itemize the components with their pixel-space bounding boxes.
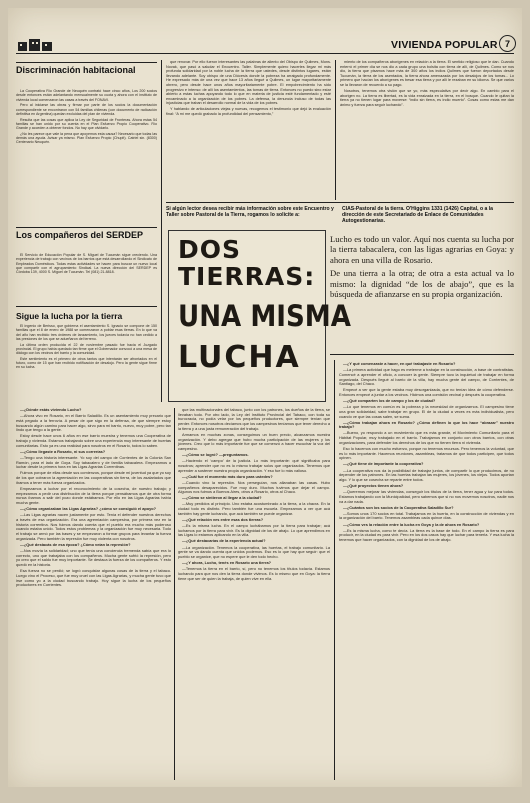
interview-divider bbox=[330, 354, 514, 355]
art3-paragraph: Este sentimiento es el primero de otros tantos que intentarán ser afrontados en el futuro, como de 15 que han recibido notificación de desalojo. Pero la gente sigue firme en su lucha. bbox=[16, 356, 157, 370]
interview-paragraph: —¿Cómo organizaban las Ligas Agrarias? ¿cómo se consiguió el apoyo? bbox=[20, 506, 157, 512]
feature-title-line: LUCHA bbox=[178, 340, 301, 375]
interview-paragraph: que las multinacionales del tabaco, junto con los patrones, los dueños de la tierra, se llevaban todo. Por otro lado, la Ley del Instituto Provincial del Tabaco, con toda su burocracia, no podía velar por los pequeños productores, que siempre tenían que perder. Entonces nosotros decíamos que los campesinos teníamos que tener derecho a la tierra y a una justa remuneración del trabajo. bbox=[178, 407, 330, 431]
interview-paragraph: —¿Qué relación ves entre esas dos tierras? bbox=[182, 516, 264, 522]
col-left-rule-3 bbox=[16, 306, 157, 307]
col-left-top-rule bbox=[16, 62, 157, 63]
interview-paragraph: —Muy perdidos al principio. Uno estaba acostumbrado a la tierra, a la chacra. En la ciudad todo es distinto. Pero también fue una escuela. Empezamos a ver que acá también hay gente luchando, que acá también se puede organizar. bbox=[178, 501, 330, 516]
interview-paragraph: Empezamos a luchar por el reconocimiento de la cosecha, de nuestro trabajo; y empezamos a pedir una distribución de la tierra porque pensábamos que de otra forma nunca íbamos a salir del pozo donde estábamos. Por ello en las Ligas Agrarias había mucha gente. bbox=[16, 485, 171, 505]
interview-paragraph: —¿Qué proyectos tienen ahora? bbox=[343, 483, 404, 489]
interview-paragraph: —¿Cómo trabajan ahora en Rosario? ¿Cómo definen lo que los hace “abrazar” nuestro trabajo? bbox=[339, 419, 514, 430]
feature-title-line: DOS bbox=[178, 235, 242, 264]
interview-paragraph: —Cuando vino la represión. Nos perseguían, nos allanaban las casas. Hubo compañeros desaparecidos. Fue muy duro. Muchos tuvimos que dejar el campo. Algunos nos fuimos a Buenos Aires, otros a Rosario, otros al Chaco. bbox=[178, 479, 330, 495]
art1-paragraph: La Cooperativa Río Grande de Neuquén contrató hace cinco años, Los 200 socios desde entonces están adelantando mensualmente su cuota y ahora con el instituto de vivienda local comenzaron las casas a través del FONAVI. bbox=[16, 89, 157, 102]
art2-body bbox=[16, 253, 157, 276]
art2-title: Los compañeros del SERDEP bbox=[16, 230, 144, 240]
interview-paragraph: —La cooperativa nos da la posibilidad de trabajar juntos, de compartir lo que producimos, de no depender de los patrones. En las huertas trabajan las mujeres, los jóvenes, los viejos. Todos aportan algo. Y lo que se cosecha se reparte entre todos. bbox=[339, 467, 514, 482]
buildings-logo-icon bbox=[18, 37, 52, 51]
art1-paragraph: Resulta que las cosas que aplica la Ley de Seguridad de Fronteras. Ahora estas 54 familias se han unido por su cuenta en el Plan Esfuerzo Propio Cooperativo. Río Grande y acceden a obtener fondos. No hay que olvidarlo. bbox=[16, 117, 157, 131]
interview-paragraph: —Es la misma lucha. En el campo luchábamos por la tierra para trabajar; acá luchamos por la tierra para vivir. Es la dignidad de los de abajo. Lo que aprendimos en las Ligas lo estamos aplicando en la villa. bbox=[178, 522, 330, 538]
interview-paragraph: —¿Cómo ves la relación entre la lucha en Goya y la de ahora en Rosario? bbox=[343, 521, 480, 527]
mid-top-paragraph: que renovar. Por ello fueron interesantes las palabras de aliento del Obispo de Quilmes, Mons. Novak, que pasó a saludar el Encuentro. Taller. Simplemente quiero hacerles llegar mi más profunda solidaridad por la noble lucha de la tierra que ustedes, desde distintos lugares, están llevando adelante. Soy obispo de una Diócesis donde la pobreza ha arraigado profundamente. He expresado más de una vez que hace 13 años llegué a Quilmes, un lugar mayoritariamente obrero, pero desde hace unos años mayoritariamente pobre. El empobrecimiento ha sido progresivo e intenso: de allí los asentamientos, las tomas de tierra. Entonces no puedo sino estar abierto a estas luchas apoyando todo lo que en materia de justicia esté fundamentado y esté encaminado a la organización de los pobres. La defensa, la denuncia incluso de todas las injusticias que traban el desarrollo normal de la vida de los pobres. bbox=[166, 60, 331, 106]
interview-paragraph: —Tenemos la tierra en el barrio, sí, pero no tenemos los títulos todavía. Estamos luchando para que nos den la tierra donde vivimos. Es lo mismo que en Goya: la tierra tiene que ser de quien la trabaja, de quien vive en ella. bbox=[178, 566, 330, 581]
col-left-rule-2 bbox=[16, 227, 157, 228]
interview-paragraph: —Nos movía la solidaridad; uno que tenía una conciencia tremenda sabía que era lo correcto, uno que trabajaba con los compañeros. Mucha gente sufrió la represión, pero yo creo que el saldo fue muy importante. Se destaca la fuerza de los compañeros. Y esto quedó en la historia. bbox=[16, 547, 171, 567]
art3-paragraph: La última orden producida el 22 de noviembre pasado fue hacia el Juzgado provincial. El grupo había quedado tan firme que el Gobernador convocó a una mesa de diálogo con los vecinos del barrio y la comunidad. bbox=[16, 342, 157, 356]
mid-top-paragraph: Y hablando de articulaciones viejas y nuevas, recogemos el testimonio que dejó la evaluación final: “A mí me quedó grabado la profundidad del pensamiento,” bbox=[166, 107, 331, 116]
art1-title: Discriminación habitacional bbox=[16, 65, 136, 75]
interview-paragraph: —¿Y ahora, Lucho, tenés en Rosario una tierra? bbox=[182, 560, 272, 566]
interview-paragraph: —La organización. Tenemos la cooperativa, las huertas, el trabajo comunitario. La gente se va dando cuenta que unidos podemos. Eso es lo que hay que seguir: que el pueblo se organice, que no espere que le den todo hecho. bbox=[178, 544, 330, 559]
header-rule bbox=[16, 53, 514, 54]
interview-paragraph: —Ahora vivo en Rosario, en el Barrio Saladillo. Es un asentamiento muy precario que está pegado a la ferrovía. A pesar de que sigo en la defensa, de que siempre estoy buscando algún camino para hacer algo, sirvo para mi barrio, nuevo, muy pobre, pero tan lindo que tengo a la gente. bbox=[16, 413, 171, 433]
interview-paragraph: Estoy desde hace unos 6 años en ese barrio muestra y tenemos una Cooperativa de trabajo y vivienda. Estamos trabajando sobre una experiencia muy interesante de huertas comunitarias. Esto ya es una realidad para nosotros en el Rosario, todos lo saben. bbox=[16, 433, 171, 448]
interview-paragraph: —Las Ligas agrarias nacen justamente por esto. Tenía el defender nuestros derechos a través de esa organización. Era una agremiación campesina, por primera vez en la historia correntina. Nos fuimos dando cuenta que el pueblo era mucho más poderoso cuando estaba unido. Todos estos problemas y la organización fue muy necesaria. Todo el trabajo se armó por las bases y se empezaron a formar grupos para levantar la fuerza organizada. Pero también la represión fue muy violenta con nosotros. bbox=[16, 512, 171, 541]
interview-col-mid bbox=[178, 408, 330, 583]
interview-paragraph: —¿Dónde estás viviendo Lucho? bbox=[20, 407, 82, 412]
feature-intro-paragraph: De una tierra a la otra; de otra a esta actual va lo mismo: la dignidad “de los de abajo”, que es la búsqueda de afianzarse en su propia organización. bbox=[330, 268, 514, 300]
feature-title-line: TIERRAS: bbox=[178, 262, 316, 291]
art3-paragraph: El ingenio de Berisso, que gobierna el asentamiento S. Ignacio se compone de 150 familias que el 8 de enero de 1988 se comenzaron a poblar esas tierras. En lo que va del año han recibido tres órdenes de lanzamiento, los jueces todavía no han cedido a las presiones de los que se adueñaron del terreno. bbox=[16, 324, 157, 341]
column-divider bbox=[334, 360, 335, 780]
interview-paragraph: —¿Qué tiene de importante la cooperativa? bbox=[343, 461, 424, 467]
interview-col-left bbox=[16, 408, 171, 589]
interview-paragraph: —¿Cómo se sintieron al llegar a la ciudad? bbox=[182, 495, 262, 501]
art1-paragraph: ¿No les parece que vale la pena que apoyemos esta causa? Necesario que todas las demás una ayuda. Avisar ya mismo. Plan Esfuerzo Propio (Chupit). Catriel sin. (8300) Centenario Neuquén. bbox=[16, 131, 157, 145]
interview-paragraph: —La primera actividad que hago es meterme a trabajar en la construcción, a base de contratistas. Comencé a aprender el oficio, a conocer la gente. Siempre tuvo la inquietud de trabajar en forma organizada. Después llegué al barrio de la villa, hay mucha gente del campo, de Corrientes, de Santiago, del Chaco. bbox=[339, 367, 514, 387]
right-top-paragraph: Nosotros, tenemos otra visión que se yo, más especulativa por decir algo. En cambio para el aborigen no. La tierra es libertad, es la vida enraizada en la tierra, en el bosque. Cuando le quitan la tierra ya no tienen lugar para moverse: “indio sin tierra, es indio muerto”. Cosas como estas me dan ánimo y fuerza para seguir luchando”. bbox=[340, 88, 514, 107]
feature-title-line: UNA MISMA bbox=[178, 299, 351, 333]
newspaper-page bbox=[8, 8, 522, 787]
interview-paragraph: —Lo que tenemos en común es la pobreza y la necesidad de organizarnos. El campesino tiene una gran solidaridad, sabe trabajar en grupo. El de la ciudad a veces es más individualista, pero cuando ve que las cosas salen, se suma. bbox=[339, 404, 514, 419]
feature-intro bbox=[330, 234, 514, 299]
header-logo bbox=[18, 37, 52, 51]
interview-paragraph: Fuimos porque de ellas desde sus comienzos, porque desde mi juventud ya que yo soy de los que cobraron la agremiación en las cooperativas sin tierra, de los asalariados que íbamos a tener más fuerza organizados. bbox=[16, 470, 171, 485]
interview-col-right bbox=[339, 362, 514, 544]
interview-paragraph: Esa fuerza no se perdió; se logró conquistar algunas cosas de la tierra y el tabaco. Luego vino el Proceso, que fue muy cruel con las Ligas Agrarias, y mucha gente tuvo que irse como yo a la ciudad buscando trabajo. Hoy sigue la lucha de los pequeños productores en Corrientes. bbox=[16, 568, 171, 588]
notice-right: CIAS-Pastoral de la tierra. O'Higgins 1331 (1426) Capital, o a la dirección de este Secretariado de Enlace de Comunidades Autogestionarias. bbox=[342, 206, 493, 225]
interview-paragraph: —¿Qué destacás de esa época? ¿Cómo veían la represión? bbox=[20, 541, 131, 547]
column-divider bbox=[161, 60, 162, 402]
feature-intro-paragraph: Lucho es todo un valor. Aquí nos cuenta su lucha por la tierra tabacalera, con las ligas agrarias en Goya: y ahora en una villa de Rosario. bbox=[330, 234, 514, 265]
notice-left: Si algún lector desea recibir más información sobre este Encuentro y Taller sobre Pastoral de la Tierra, rogamos lo solicite a: bbox=[166, 206, 334, 219]
interview-paragraph: —Es la misma lucha, como te decía. La tierra es la base de todo. En el campo la tierra es para producir, en la ciudad es para vivir. Pero en los dos casos hay que luchar para tenerla. Y esa lucha la tenemos que hacer organizados, con la dignidad de los de abajo. bbox=[339, 527, 514, 543]
section-title: VIVIENDA POPULAR bbox=[391, 39, 498, 51]
column-divider bbox=[335, 60, 336, 200]
art3-title: Sigue la lucha por la tierra bbox=[16, 311, 123, 321]
interview-paragraph: —¿Cómo se logró? —preguntamos. bbox=[182, 452, 249, 458]
interview-paragraph: —¿Qué comparten los de campo y los de ciudad? bbox=[343, 398, 436, 404]
interview-paragraph: Armamos en muchas zonas, conseguimos un buen precio, alcanzamos nuestra organización. Y debo agregar que hubo mucha participación de las mujeres y los jóvenes. Creo que lo más importante fue que se comenzó a hacer escuchar la voz del campesino. bbox=[178, 431, 330, 452]
interview-paragraph: —¿Y qué comenzaste a hacer, en qué trabajaste en Rosario? bbox=[343, 361, 456, 366]
page-number-badge bbox=[499, 35, 516, 52]
art3-body bbox=[16, 324, 157, 371]
notice-top-rule bbox=[166, 202, 514, 203]
feature-title bbox=[178, 235, 351, 379]
interview-paragraph: Empecé a ver que la gente estaba muy desorganizada, que no tenían idea de cómo defenderse. Entonces empecé a juntar a los vecinos. Hicimos una comisión vecinal y después la cooperativa. bbox=[339, 387, 514, 397]
interview-paragraph: —Somos unos 170 socios en total. Trabajamos en la huerta, en la construcción de viviendas y en la organización del barrio. Tenemos asambleas cada quince días. bbox=[339, 510, 514, 521]
art1-paragraph: Pero al iniciarse las obras y firmar por parte de los socios la documentación correspondiente se encontraron con 54 familias chilenas (con documento de radicación definitiva en Argentina) quedan excluidas del plan de vivienda. bbox=[16, 103, 157, 116]
interview-paragraph: Eso lo hacemos con mucho esfuerzo, porque no tenemos recursos. Pero tenemos la voluntad, que es lo más importante. Hacemos reuniones, asambleas, tratamos de que todos participen, que todos opinen. bbox=[339, 445, 514, 461]
interview-paragraph: —Haciendo el ‘campo’ de la justicia. Lo más importante: qué significaba para nosotros; aprender que no es lo mismo trabajar solos que organizados. Tenemos que aprender a sostener nuestra propia organización. Y eso fue lo más valioso. bbox=[178, 458, 330, 473]
interview-paragraph: —¿Cuál fue el momento más duro para ustedes? bbox=[182, 473, 273, 479]
interview-paragraph: —¿Qué destacarías de la experiencia actual? bbox=[182, 538, 266, 544]
mid-top-text bbox=[166, 60, 331, 118]
interview-paragraph: —¿Cómo llegaste a Rosario, ni sus correrías? bbox=[20, 448, 106, 454]
art1-body bbox=[16, 89, 157, 146]
column-divider bbox=[174, 408, 175, 780]
right-top-paragraph: miento de los compañeros aborígenes en relación a la tierra. El sentido religioso que le dan. Cuando enterró el primer día se nos dio a cada grupo una bolsita con tierra de allí, de Quilmes. Como se nos dio, la tierra que pisamos hace más de 300 años los indios Quilmes que fueron deportados desde Tucumán, la tierra de los asentados, la tierra ahora amenazada por los desalojos de los tomas... Lo primero que hacían los aborígenes es besar esa tierra y por allí le rezaban en su idioma. Se que varios se la llevaron de recuerdo a su pago. bbox=[340, 60, 514, 87]
interview-paragraph: —Tengo una historia interesante. Yo soy del campo de Corrientes de la Colonia San Ramón, para el lado de Goya. Soy tabacalero y de familia tabacalera. Empezamos a luchar desde la primera hora en las Ligas Agrarias Correntinas. bbox=[16, 454, 171, 470]
right-top-text bbox=[340, 60, 514, 109]
art2-paragraph: El Servicio de Educación Popular de S. Miguel de Tucumán sigue creciendo. Una experiencia de trabajo con vecinos de los barrios que está desarrollando el Sindicato de Empleados Domésticos. Todas estas actividades se hacen para buscar un nuevo local que compartir con el agrupamiento Sindical. La nueva dirección del SERDEP es Córdoba 139, 4000 S. Miguel de Tucumán. Tel (081) 21-8818. bbox=[16, 253, 157, 275]
interview-paragraph: —Bueno, yo respondo a un movimiento que es más grande, el Movimiento Comunitario para el Hábitat Popular, muy trabajado en el barrio. Trabajamos en conjunto con otros barrios, con otras organizaciones, para defender los derechos de los que no tienen tierra ni vivienda. bbox=[339, 430, 514, 445]
page-number: 7 bbox=[504, 38, 510, 49]
interview-paragraph: —Queremos mejorar las viviendas, conseguir los títulos de la tierra, tener agua y luz para todos. Estamos trabajando con la Municipalidad, pero sabemos que si no nos movemos nosotros, nadie nos va a dar nada. bbox=[339, 489, 514, 504]
interview-paragraph: —¿Cuántos son los socios de la Cooperativa Saladillo Sur? bbox=[343, 504, 454, 510]
